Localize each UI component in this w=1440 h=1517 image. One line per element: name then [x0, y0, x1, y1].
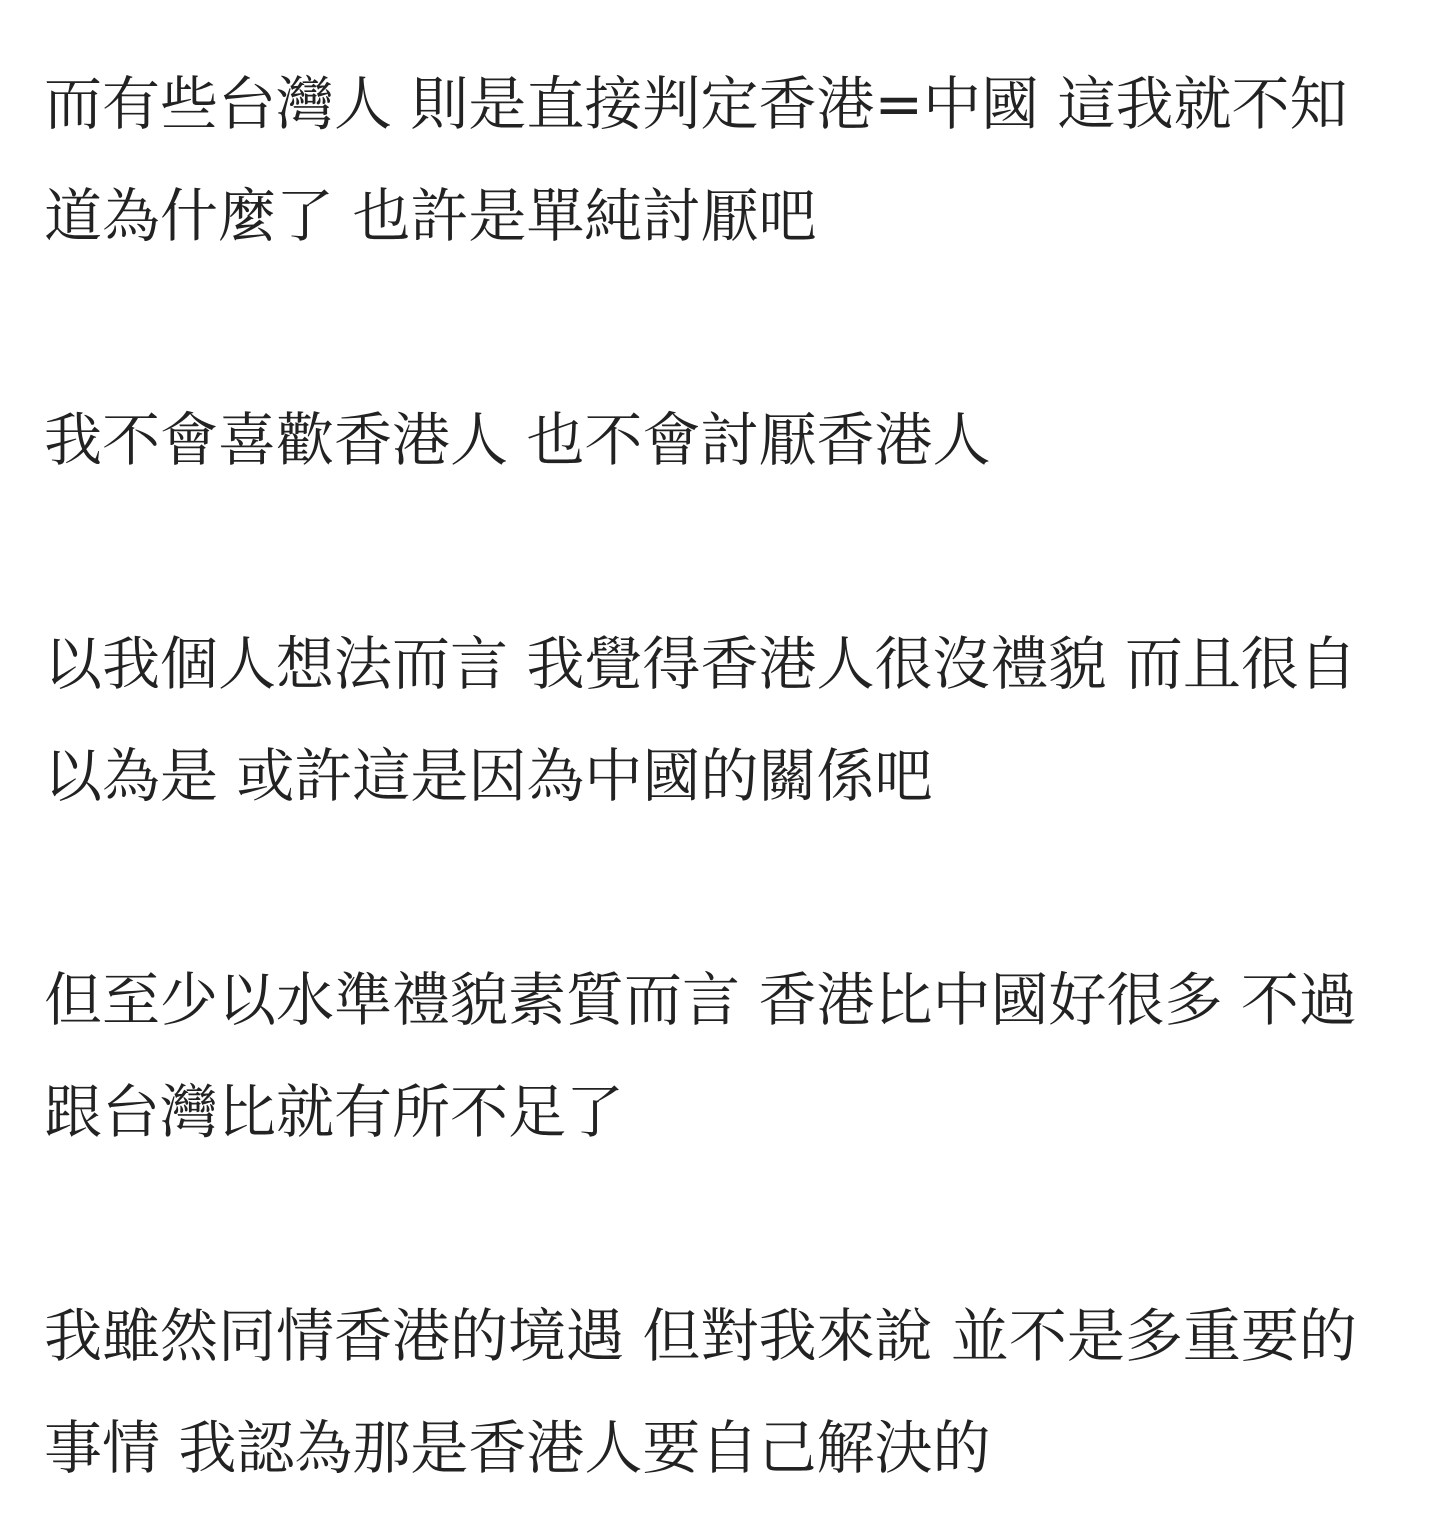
paragraph-1: 而有些台灣人 則是直接判定香港=中國 這我就不知道為什麼了 也許是單純討厭吧 — [44, 70, 1348, 250]
paragraph-5: 我雖然同情香港的境遇 但對我來說 並不是多重要的事情 我認為那是香港人要自己解決的 — [44, 1302, 1357, 1482]
paragraph-3: 以我個人想法而言 我覺得香港人很沒禮貌 而且很自以為是 或許這是因為中國的關係吧 — [44, 630, 1357, 810]
post-body — [44, 48, 1396, 1504]
paragraph-2: 我不會喜歡香港人 也不會討厭香港人 — [44, 406, 991, 474]
paragraph-4: 但至少以水準禮貌素質而言 香港比中國好很多 不過跟台灣比就有所不足了 — [44, 966, 1357, 1146]
